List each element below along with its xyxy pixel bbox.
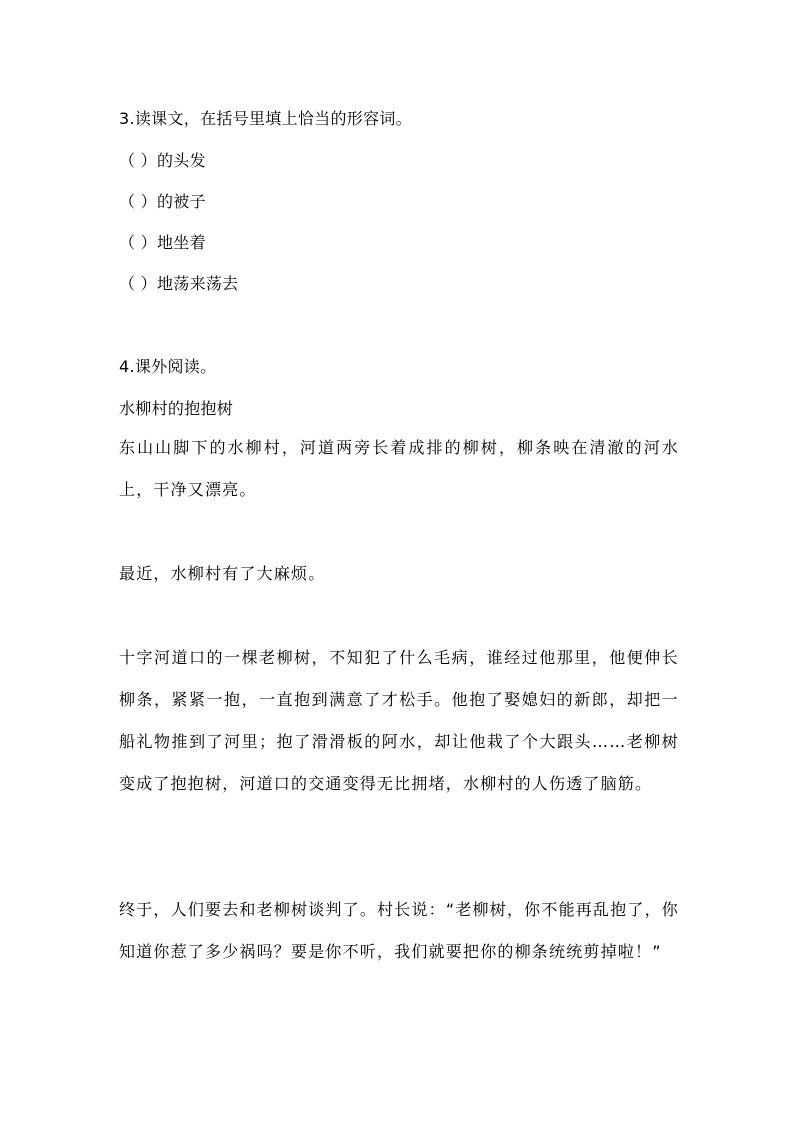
fill-blank-item-2: （ ）的被子 — [119, 192, 206, 211]
question-4-title: 4.课外阅读。 — [119, 357, 217, 376]
question-3-title: 3.读课文，在括号里填上恰当的形容词。 — [119, 109, 412, 128]
fill-blank-item-3: （ ）地坐着 — [119, 233, 206, 252]
story-paragraph-3: 十字河道口的一棵老柳树，不知犯了什么毛病，谁经过他那里，他便伸长柳条，紧紧一抱，一直抱到满意了才松手。他抱了娶媳妇的新郎，却把一船礼物推到了河里；抱了滑滑板的阿水，却让他栽了个大跟头……老柳树变成了抱抱树，河道口的交通变得无比拥堵，水柳村的人伤透了脑筋。 — [119, 648, 679, 793]
fill-blank-item-1: （ ）的头发 — [119, 151, 206, 170]
fill-blank-item-4: （ ）地荡来荡去 — [119, 274, 239, 293]
story-paragraph-1: 东山山脚下的水柳村，河道两旁长着成排的柳树，柳条映在清澈的河水上，干净又漂亮。 — [119, 438, 679, 499]
story-paragraph-4: 终于，人们要去和老柳树谈判了。村长说：“老柳树，你不能再乱抱了，你知道你惹了多少祸吗？要是你不听，我们就要把你的柳条统统剪掉啦！” — [119, 900, 679, 961]
story-paragraph-2: 最近，水柳村有了大麻烦。 — [119, 564, 326, 583]
story-title: 水柳村的抱抱树 — [119, 399, 234, 418]
